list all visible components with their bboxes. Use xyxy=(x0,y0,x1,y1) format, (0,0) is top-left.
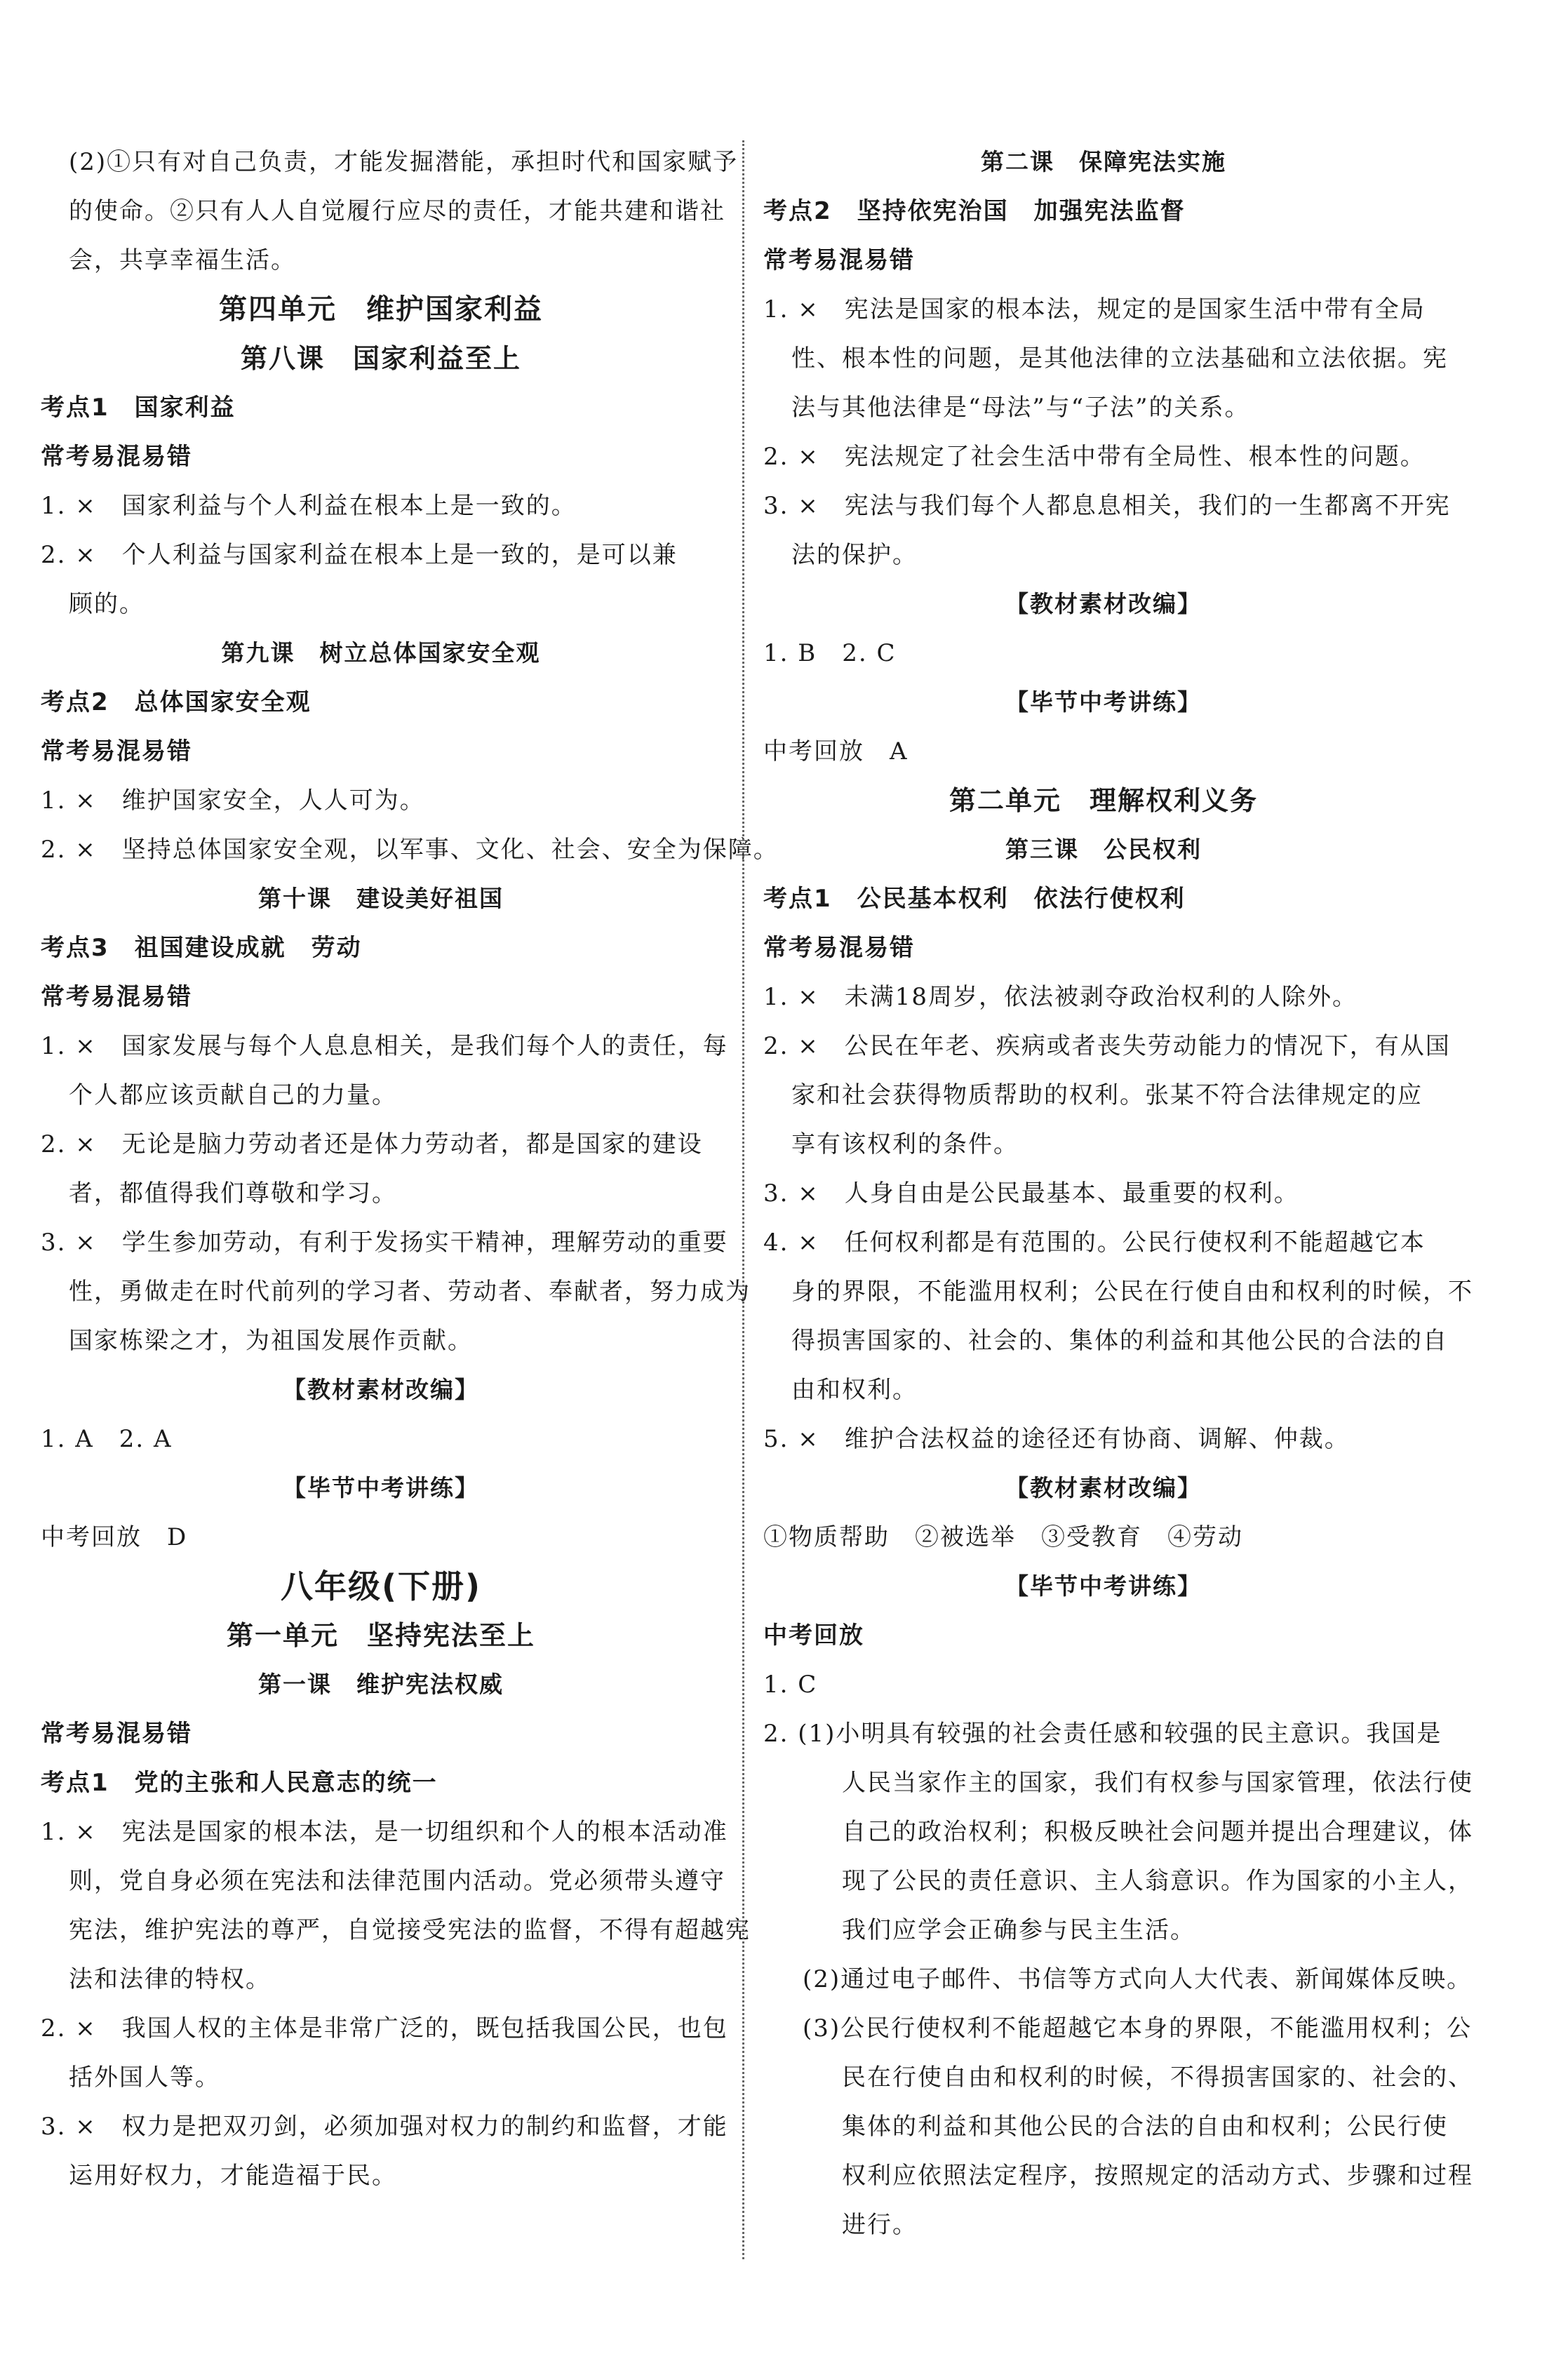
section-heading: 【毕节中考讲练】 xyxy=(1005,688,1202,716)
topic-label: 常考易混易错 xyxy=(41,983,192,1011)
right-text-line: 1. × 未满18周岁，依法被剥夺政治权利的人除外。 xyxy=(763,983,1358,1011)
left-text-line: 性，勇做走在时代前列的学习者、劳动者、奉献者，努力成为 xyxy=(69,1278,751,1306)
left-text-line: 国家栋梁之才，为祖国发展作贡献。 xyxy=(69,1327,473,1355)
left-text-line: 1. × 国家发展与每个人息息相关，是我们每个人的责任，每 xyxy=(41,1032,728,1060)
left-text-line: 法和法律的特权。 xyxy=(69,1965,271,1993)
topic-label: 考点1 党的主张和人民意志的统一 xyxy=(41,1769,438,1797)
topic-label: 考点2 总体国家安全观 xyxy=(41,688,311,716)
left-text-line: 2. × 坚持总体国家安全观，以军事、文化、社会、安全为保障。 xyxy=(41,836,779,864)
topic-label: 常考易混易错 xyxy=(41,1720,192,1748)
right-text-line: 享有该权利的条件。 xyxy=(791,1130,1019,1158)
topic-label: 考点1 公民基本权利 依法行使权利 xyxy=(763,885,1186,913)
right-text-line: 集体的利益和其他公民的合法的自由和权利；公民行使 xyxy=(842,2113,1448,2141)
topic-label: 考点1 国家利益 xyxy=(41,394,236,422)
left-text-line: 中考回放 D xyxy=(41,1523,188,1551)
unit-heading: 第四单元 维护国家利益 xyxy=(219,293,543,326)
section-heading: 【教材素材改编】 xyxy=(283,1376,479,1403)
right-text-line: 1. B 2. C xyxy=(763,639,897,667)
right-text-line: 自己的政治权利；积极反映社会问题并提出合理建议，体 xyxy=(842,1818,1473,1846)
left-text-line: 宪法，维护宪法的尊严，自觉接受宪法的监督，不得有超越宪 xyxy=(69,1916,751,1944)
left-text-line: 运用好权力，才能造福于民。 xyxy=(69,2162,397,2190)
topic-label: 常考易混易错 xyxy=(41,443,192,471)
section-heading: 【毕节中考讲练】 xyxy=(283,1474,479,1501)
section-heading: 第一课 维护宪法权威 xyxy=(258,1671,504,1698)
right-text-line: 中考回放 A xyxy=(763,737,909,765)
left-text-line: 者，都值得我们尊敬和学习。 xyxy=(69,1179,397,1208)
right-text-line: 得损害国家的、社会的、集体的利益和其他公民的合法的自 xyxy=(791,1327,1448,1355)
right-text-line: 1. C xyxy=(763,1671,818,1699)
left-text-line: 1. A 2. A xyxy=(41,1425,173,1453)
topic-label: 考点2 坚持依宪治国 加强宪法监督 xyxy=(763,197,1186,225)
right-text-line: 2. × 宪法规定了社会生活中带有全局性、根本性的问题。 xyxy=(763,443,1426,471)
right-text-line: ①物质帮助 ②被选举 ③受教育 ④劳动 xyxy=(763,1523,1243,1551)
left-text-line: 2. × 无论是脑力劳动者还是体力劳动者，都是国家的建设 xyxy=(41,1130,703,1158)
right-text-line: 现了公民的责任意识、主人翁意识。作为国家的小主人， xyxy=(842,1867,1473,1895)
right-text-line: 由和权利。 xyxy=(791,1376,918,1404)
right-text-line: 进行。 xyxy=(842,2211,918,2239)
topic-label: 常考易混易错 xyxy=(41,737,192,765)
left-text-line: 1. × 国家利益与个人利益在根本上是一致的。 xyxy=(41,492,577,520)
left-text-line: 3. × 权力是把双刃剑，必须加强对权力的制约和监督，才能 xyxy=(41,2113,728,2141)
lesson-heading: 第八课 国家利益至上 xyxy=(240,343,521,374)
left-text-line: (2)①只有对自己负责，才能发掘潜能，承担时代和国家赋予 xyxy=(69,148,739,176)
topic-label: 中考回放 xyxy=(763,1621,864,1650)
right-text-line: 权利应依照法定程序，按照规定的活动方式、步骤和过程 xyxy=(842,2162,1473,2190)
section-heading: 第十课 建设美好祖国 xyxy=(258,885,504,912)
right-text-line: 法与其他法律是“母法”与“子法”的关系。 xyxy=(791,394,1250,422)
left-text-line: 1. × 宪法是国家的根本法，是一切组织和个人的根本活动准 xyxy=(41,1818,728,1846)
right-text-line: 1. × 宪法是国家的根本法，规定的是国家生活中带有全局 xyxy=(763,295,1426,323)
section-heading: 【毕节中考讲练】 xyxy=(1005,1572,1202,1600)
left-text-line: 个人都应该贡献自己的力量。 xyxy=(69,1081,397,1109)
left-column xyxy=(41,138,779,2200)
left-text-line: 的使命。②只有人人自觉履行应尽的责任，才能共建和谐社 xyxy=(69,197,725,225)
left-text-line: 2. × 我国人权的主体是非常广泛的，既包括我国公民，也包 xyxy=(41,2014,728,2042)
section-heading: 第二课 保障宪法实施 xyxy=(981,148,1226,175)
right-text-line: 法的保护。 xyxy=(791,541,918,569)
right-text-line: 身的界限，不能滥用权利；公民在行使自由和权利的时候，不 xyxy=(791,1278,1473,1306)
right-text-line: 人民当家作主的国家，我们有权参与国家管理，依法行使 xyxy=(842,1769,1473,1797)
left-text-line: 3. × 学生参加劳动，有利于发扬实干精神，理解劳动的重要 xyxy=(41,1229,728,1257)
right-text-line: 5. × 维护合法权益的途径还有协商、调解、仲裁。 xyxy=(763,1425,1350,1453)
right-text-line: 3. × 宪法与我们每个人都息息相关，我们的一生都离不开宪 xyxy=(763,492,1451,520)
section-heading: 第三课 公民权利 xyxy=(1005,836,1202,863)
left-text-line: 会，共享幸福生活。 xyxy=(69,246,296,274)
topic-label: 常考易混易错 xyxy=(763,934,915,962)
right-text-line: 性、根本性的问题，是其他法律的立法基础和立法依据。宪 xyxy=(791,345,1448,373)
right-column xyxy=(763,138,1473,2249)
left-text-line: 2. × 个人利益与国家利益在根本上是一致的，是可以兼 xyxy=(41,541,678,569)
right-text-line: 2. (1)小明具有较强的社会责任感和较强的民主意识。我国是 xyxy=(763,1720,1442,1748)
column-divider xyxy=(742,140,744,2259)
lesson-heading: 第一单元 坚持宪法至上 xyxy=(226,1620,535,1651)
section-heading: 第九课 树立总体国家安全观 xyxy=(221,639,541,667)
right-text-line: 3. × 人身自由是公民最基本、最重要的权利。 xyxy=(763,1179,1299,1208)
left-text-line: 括外国人等。 xyxy=(69,2064,220,2092)
topic-label: 常考易混易错 xyxy=(763,246,915,274)
right-text-line: 2. × 公民在年老、疾病或者丧失劳动能力的情况下，有从国 xyxy=(763,1032,1451,1060)
left-text-line: 则，党自身必须在宪法和法律范围内活动。党必须带头遵守 xyxy=(69,1867,725,1895)
right-text-line: 我们应学会正确参与民主生活。 xyxy=(842,1916,1195,1944)
grade-heading: 八年级(下册) xyxy=(280,1567,482,1605)
right-text-line: 4. × 任何权利都是有范围的。公民行使权利不能超越它本 xyxy=(763,1229,1426,1257)
right-text-line: (3)公民行使权利不能超越它本身的界限，不能滥用权利；公 xyxy=(803,2014,1473,2042)
right-text-line: 家和社会获得物质帮助的权利。张某不符合法律规定的应 xyxy=(791,1081,1423,1109)
section-heading: 【教材素材改编】 xyxy=(1005,1474,1202,1501)
lesson-heading: 第二单元 理解权利义务 xyxy=(949,785,1258,816)
left-text-line: 顾的。 xyxy=(69,590,145,618)
right-text-line: (2)通过电子邮件、书信等方式向人大代表、新闻媒体反映。 xyxy=(803,1965,1473,1993)
left-text-line: 1. × 维护国家安全，人人可为。 xyxy=(41,787,425,815)
right-text-line: 民在行使自由和权利的时候，不得损害国家的、社会的、 xyxy=(842,2064,1473,2092)
topic-label: 考点3 祖国建设成就 劳动 xyxy=(41,934,362,962)
section-heading: 【教材素材改编】 xyxy=(1005,590,1202,617)
